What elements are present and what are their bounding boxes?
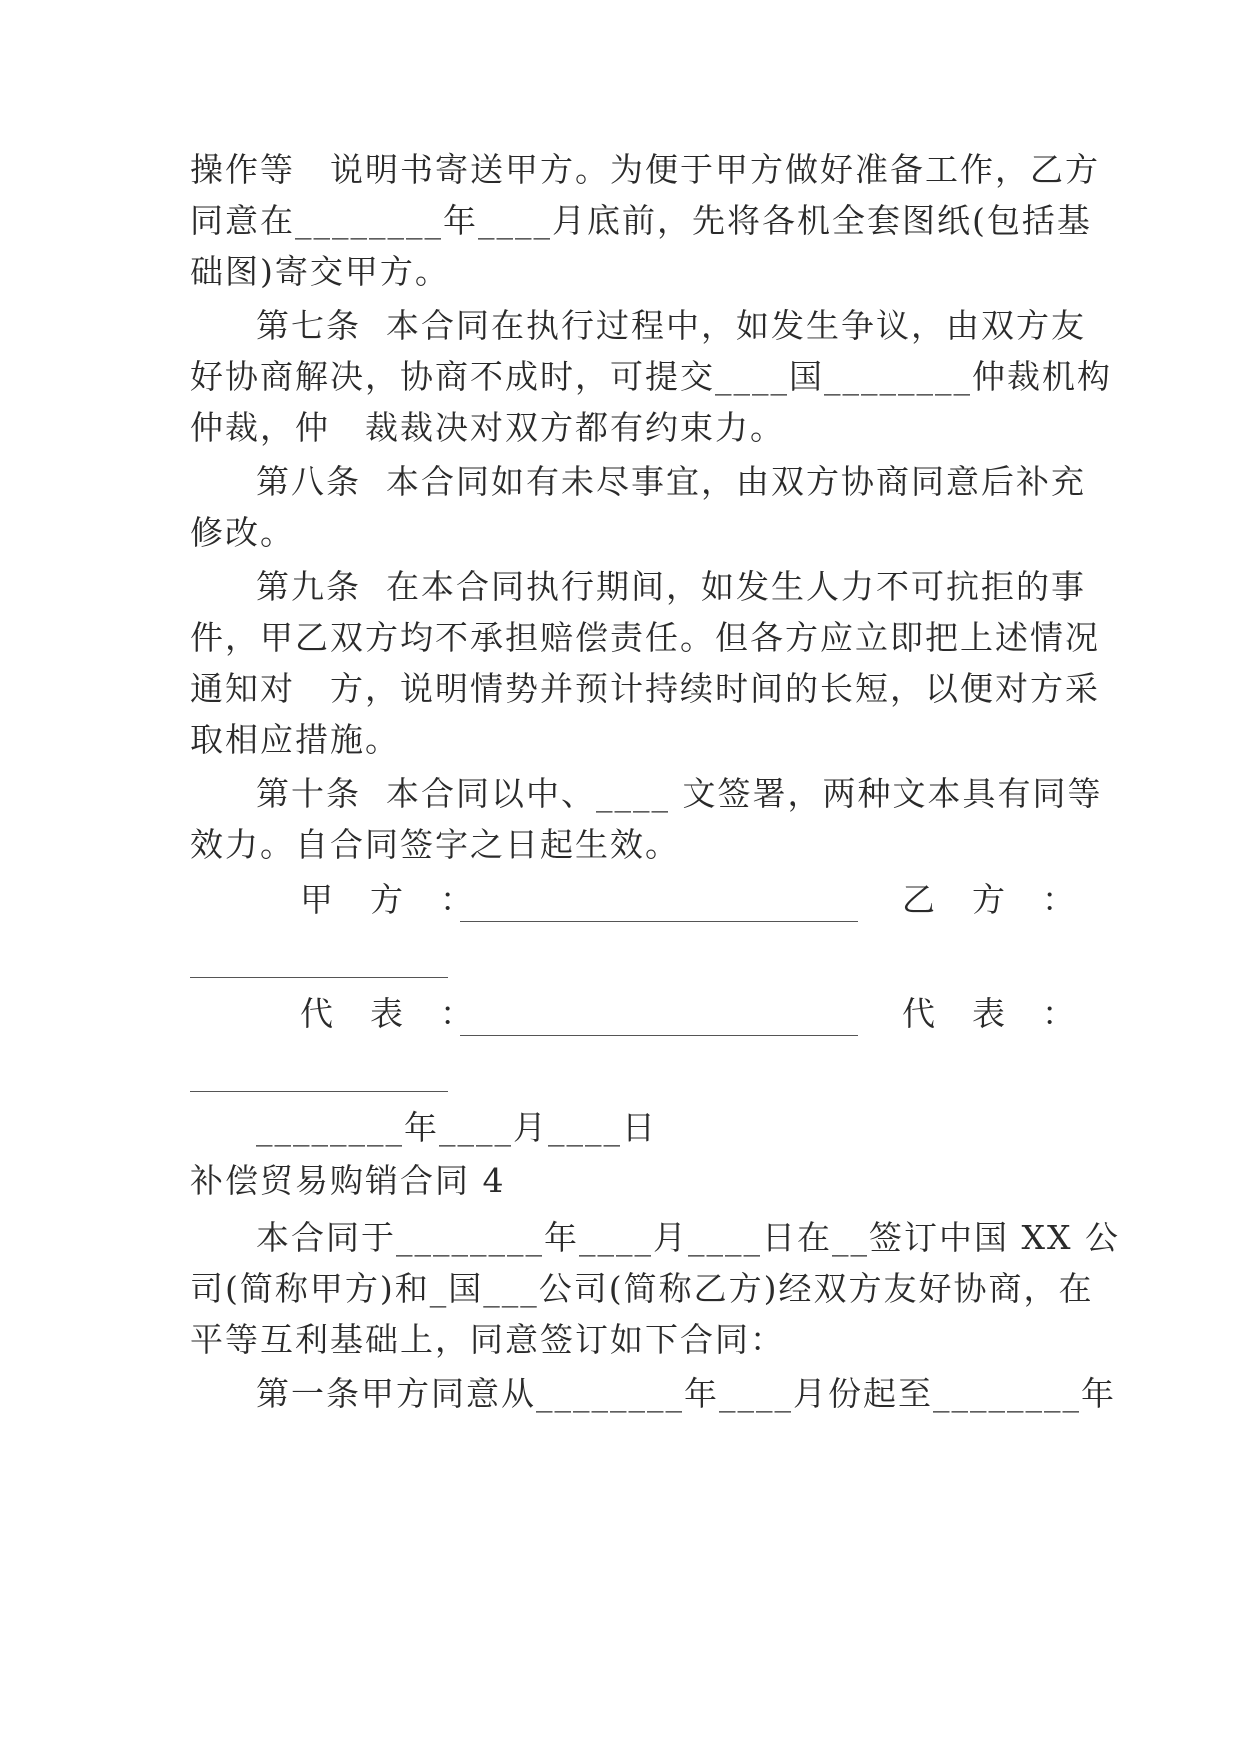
rep-a-label: 代 表 ：	[300, 994, 475, 1033]
text-line: 通知对 方，说明情势并预计持续时间的长短，以便对方采	[190, 669, 1100, 708]
rep-b-signature-line	[190, 1091, 448, 1092]
text-line: 司(简称甲方)和_国___公司(简称乙方)经双方友好协商，在	[190, 1269, 1094, 1308]
text-line: 修改。	[190, 513, 295, 552]
party-a-label: 甲 方 ：	[300, 880, 475, 919]
section-title: 补偿贸易购销合同 4	[190, 1161, 506, 1200]
text-line: 件，甲乙双方均不承担赔偿责任。但各方应立即把上述情况	[190, 618, 1100, 657]
text-line: 平等互利基础上，同意签订如下合同：	[190, 1320, 785, 1359]
signature-date-line: ________年____月____日	[256, 1108, 657, 1147]
rep-a-signature-line	[460, 1035, 858, 1036]
clause-8-heading-line: 第八条 本合同如有未尽事宜，由双方协商同意后补充	[256, 462, 1086, 501]
text-line: 效力。自合同签字之日起生效。	[190, 825, 680, 864]
party-a-signature-line	[460, 921, 858, 922]
text-line: 仲裁，仲 裁裁决对双方都有约束力。	[190, 408, 785, 447]
rep-b-label: 代 表 ：	[902, 994, 1077, 1033]
text-line: 取相应措施。	[190, 720, 400, 759]
clause-1-heading-line: 第一条甲方同意从________年____月份起至________年	[256, 1374, 1116, 1413]
text-line: 础图)寄交甲方。	[190, 252, 450, 291]
clause-10-heading-line: 第十条 本合同以中、____ 文签署，两种文本具有同等	[256, 774, 1103, 813]
party-b-label: 乙 方 ：	[902, 880, 1077, 919]
clause-7-heading-line: 第七条 本合同在执行过程中，如发生争议，由双方友	[256, 306, 1086, 345]
text-line: 好协商解决，协商不成时，可提交____国________仲裁机构	[190, 357, 1112, 396]
party-b-signature-line	[190, 977, 448, 978]
text-line: 操作等 说明书寄送甲方。为便于甲方做好准备工作，乙方	[190, 150, 1100, 189]
clause-9-heading-line: 第九条 在本合同执行期间，如发生人力不可抗拒的事	[256, 567, 1086, 606]
text-line: 同意在________年____月底前，先将各机全套图纸(包括基	[190, 201, 1092, 240]
text-line: 本合同于________年____月____日在__签订中国 XX 公	[256, 1218, 1120, 1257]
